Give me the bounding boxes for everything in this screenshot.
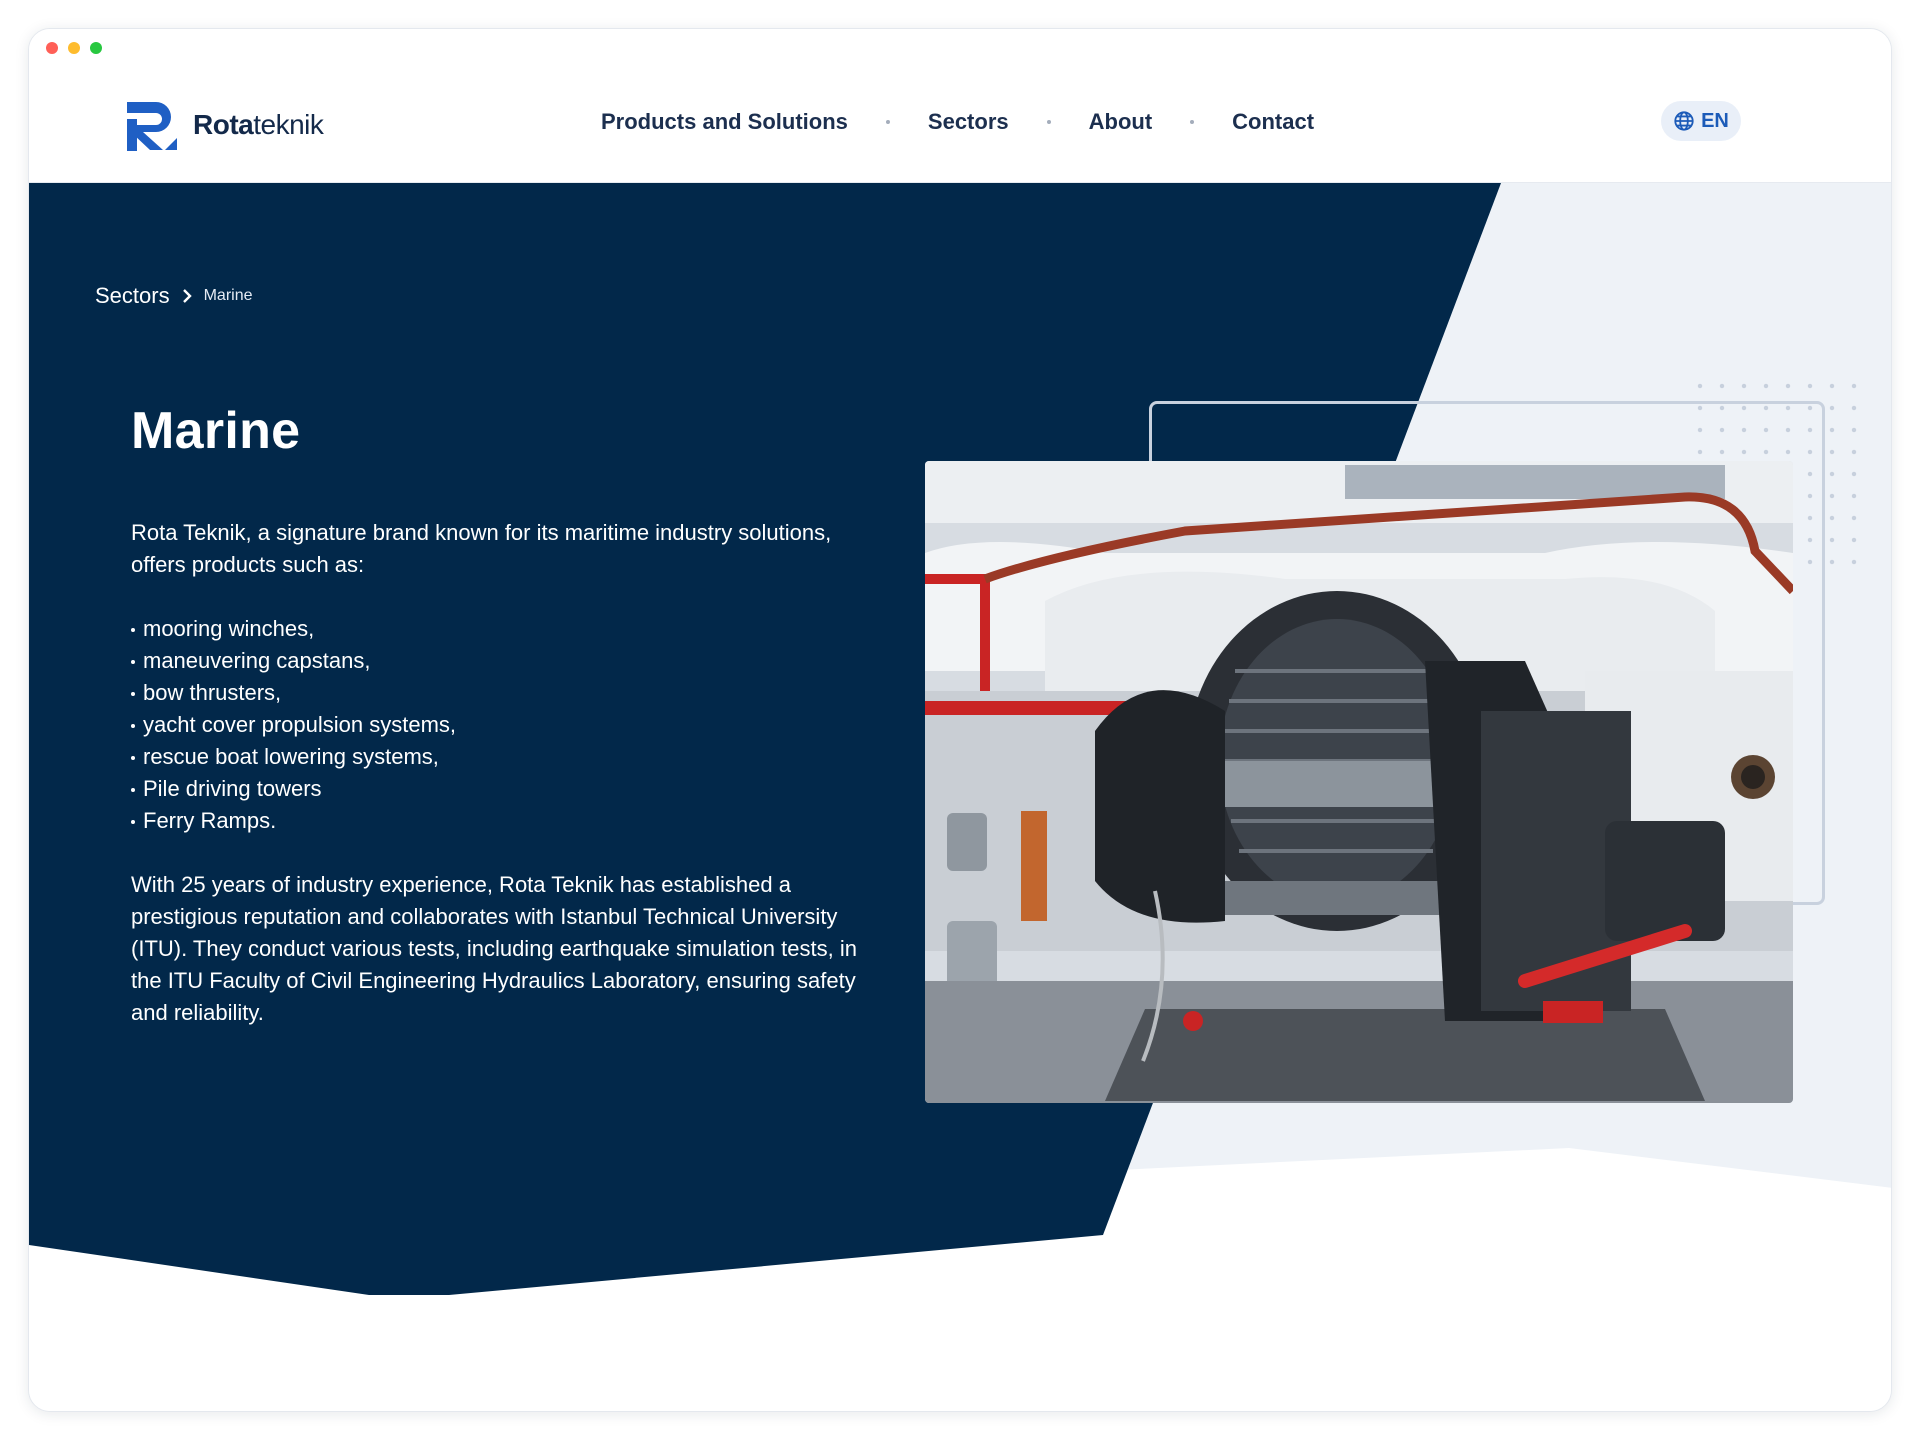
breadcrumb-sectors-link[interactable]: Sectors xyxy=(95,283,170,308)
nav-about[interactable]: About xyxy=(1088,109,1153,134)
product-list xyxy=(131,613,871,837)
minimize-dot[interactable] xyxy=(68,42,80,54)
nav-separator xyxy=(1047,120,1051,124)
breadcrumb-current: Marine xyxy=(203,287,253,304)
maximize-dot[interactable] xyxy=(90,42,102,54)
browser-window xyxy=(28,28,1892,1412)
product-item-bow-thrusters: bow thrusters, xyxy=(131,677,871,709)
product-item-rescue-boat-lowering: rescue boat lowering systems, xyxy=(131,741,871,773)
rotateknik-r-logo-icon xyxy=(123,97,181,153)
marine-winch-photo xyxy=(925,461,1793,1103)
language-switcher[interactable] xyxy=(1661,101,1741,141)
product-item-maneuvering-capstans: maneuvering capstans, xyxy=(131,645,871,677)
main-nav xyxy=(601,109,1314,135)
nav-separator xyxy=(886,120,890,124)
brand-name: Rotateknik xyxy=(193,109,324,140)
product-item-mooring-winches: mooring winches, xyxy=(131,613,871,645)
nav-contact[interactable]: Contact xyxy=(1232,109,1315,134)
winch-illustration xyxy=(925,461,1793,1103)
chevron-right-icon xyxy=(180,287,194,305)
page-content xyxy=(131,517,871,1029)
nav-products-and-solutions[interactable]: Products and Solutions xyxy=(601,109,848,134)
language-label: EN xyxy=(1701,109,1729,132)
breadcrumb xyxy=(95,283,253,309)
page-title: Marine xyxy=(131,402,301,460)
experience-paragraph: With 25 years of industry experience, Rota Teknik has established a prestigious reputation and collaborates with Istanbul Technical University (ITU). They conduct various tests, including earthquake simulation tests, in the ITU Faculty of Civil Engineering Hydraulics Laboratory, ensuring safety and reliability. xyxy=(131,872,857,1025)
window-controls xyxy=(46,42,102,54)
product-item-pile-driving-towers: Pile driving towers xyxy=(131,773,871,805)
intro-paragraph: Rota Teknik, a signature brand known for its maritime industry solutions, offers products such as: xyxy=(131,520,832,577)
product-item-ferry-ramps: Ferry Ramps. xyxy=(131,805,871,837)
nav-sectors[interactable]: Sectors xyxy=(927,109,1009,134)
nav-separator xyxy=(1190,120,1194,124)
product-item-yacht-cover-propulsion: yacht cover propulsion systems, xyxy=(131,709,871,741)
marine-hero xyxy=(29,183,1891,1412)
close-dot[interactable] xyxy=(46,42,58,54)
globe-icon xyxy=(1673,110,1695,132)
brand-logo[interactable] xyxy=(123,97,323,153)
site-header xyxy=(29,29,1891,183)
